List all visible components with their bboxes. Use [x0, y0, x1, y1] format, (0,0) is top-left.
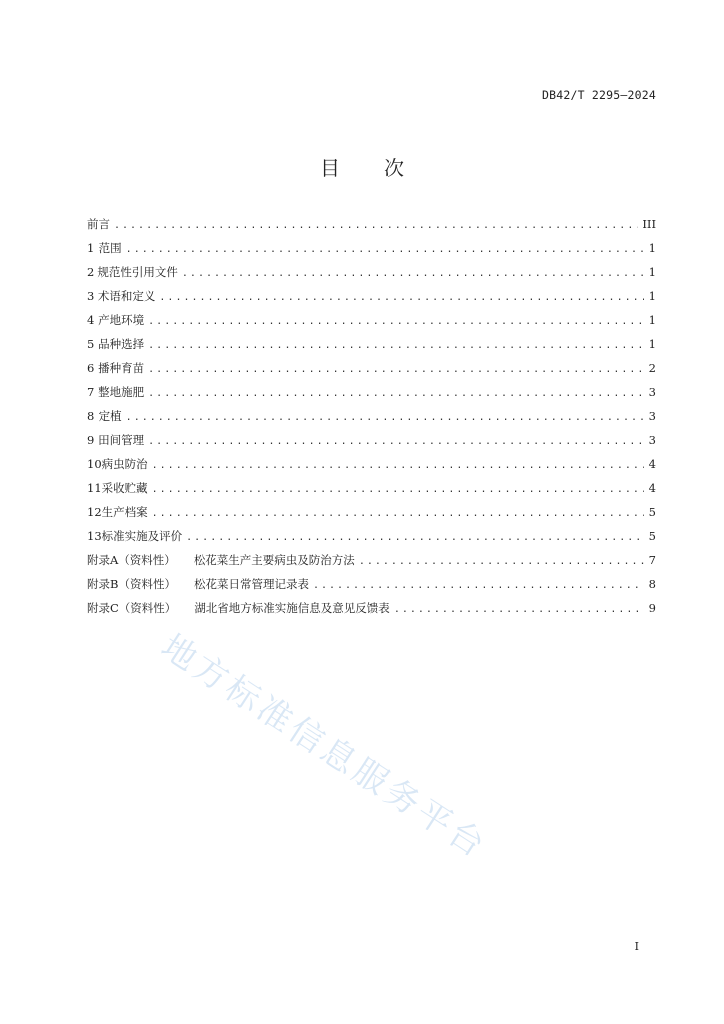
toc-dot-leader — [126, 244, 644, 255]
toc-entry-page: 5 — [648, 529, 656, 543]
toc-entry-number: 11 — [87, 481, 102, 495]
toc-entry-title: 病虫防治 — [101, 457, 148, 471]
toc-dot-leader — [313, 580, 644, 591]
toc-entry[interactable] — [87, 456, 656, 480]
toc-entry-page: 1 — [648, 313, 656, 327]
page-title — [0, 152, 724, 181]
toc-entry[interactable] — [87, 552, 656, 576]
toc-entry[interactable] — [87, 312, 656, 336]
toc-entry-page: III — [642, 217, 656, 231]
toc-entry-page: 3 — [648, 409, 656, 423]
toc-dot-leader — [148, 316, 644, 327]
toc-entry-page: 2 — [648, 361, 656, 375]
toc-entry-page: 1 — [648, 265, 656, 279]
toc-entry-number: 附录A（资料性） — [87, 553, 176, 567]
toc-entry-page: 7 — [648, 553, 656, 567]
toc-entry[interactable] — [87, 432, 656, 456]
toc-entry[interactable] — [87, 360, 656, 384]
toc-entry-title: 前言 — [87, 217, 110, 231]
toc-entry-page: 4 — [648, 457, 656, 471]
toc-entry[interactable] — [87, 600, 656, 624]
toc-entry-title: 采收贮藏 — [101, 481, 148, 495]
toc-entry-title: 生产档案 — [101, 505, 148, 519]
toc-entry-number: 9 — [87, 433, 95, 447]
toc-entry-page: 8 — [648, 577, 656, 591]
toc-entry-number: 7 — [87, 385, 95, 399]
toc-entry-title: 定植 — [98, 409, 122, 423]
toc-entry-page: 1 — [648, 241, 656, 255]
table-of-contents — [87, 216, 656, 624]
toc-entry-page: 4 — [648, 481, 656, 495]
toc-entry-number: 4 — [87, 313, 95, 327]
toc-entry-title: 松花菜日常管理记录表 — [193, 577, 309, 591]
toc-entry[interactable] — [87, 576, 656, 600]
toc-entry[interactable] — [87, 240, 656, 264]
toc-entry[interactable] — [87, 504, 656, 528]
toc-entry-title: 田间管理 — [98, 433, 145, 447]
toc-dot-leader — [186, 532, 644, 543]
toc-entry-title: 播种育苗 — [98, 361, 145, 375]
toc-entry-page: 1 — [648, 337, 656, 351]
toc-entry-title: 规范性引用文件 — [97, 265, 178, 279]
toc-dot-leader — [182, 268, 644, 279]
toc-dot-leader — [152, 484, 644, 495]
toc-dot-leader — [359, 556, 644, 567]
toc-dot-leader — [159, 292, 644, 303]
toc-dot-leader — [114, 220, 638, 231]
toc-entry[interactable] — [87, 216, 656, 240]
toc-entry[interactable] — [87, 336, 656, 360]
toc-entry-page: 1 — [648, 289, 656, 303]
title-char-1: 目 — [320, 156, 340, 180]
toc-entry-title: 范围 — [98, 241, 122, 255]
toc-entry[interactable] — [87, 264, 656, 288]
toc-entry-number: 附录C（资料性） — [87, 601, 177, 615]
toc-entry-page: 3 — [648, 385, 656, 399]
toc-entry-number: 3 — [87, 289, 95, 303]
toc-dot-leader — [148, 436, 644, 447]
toc-entry-number: 2 — [87, 265, 95, 279]
toc-dot-leader — [152, 460, 644, 471]
toc-entry[interactable] — [87, 528, 656, 552]
toc-dot-leader — [394, 604, 644, 615]
toc-dot-leader — [148, 388, 644, 399]
toc-entry-number: 8 — [87, 409, 95, 423]
title-char-2: 次 — [384, 156, 404, 180]
toc-entry-number: 附录B（资料性） — [87, 577, 176, 591]
toc-entry-number: 5 — [87, 337, 95, 351]
toc-entry-title: 松花菜生产主要病虫及防治方法 — [193, 553, 355, 567]
toc-entry[interactable] — [87, 408, 656, 432]
footer-page-number: I — [634, 940, 639, 953]
toc-entry[interactable] — [87, 384, 656, 408]
watermark: 地方标准信息服务平台 — [153, 626, 495, 868]
document-code: DB42/T 2295—2024 — [542, 88, 656, 102]
toc-entry-number: 13 — [87, 529, 102, 543]
toc-dot-leader — [126, 412, 644, 423]
toc-entry-page: 5 — [648, 505, 656, 519]
toc-dot-leader — [148, 340, 644, 351]
toc-entry-number: 1 — [87, 241, 95, 255]
toc-entry-title: 品种选择 — [98, 337, 145, 351]
toc-dot-leader — [148, 364, 644, 375]
toc-entry[interactable] — [87, 480, 656, 504]
toc-entry-title: 标准实施及评价 — [101, 529, 183, 543]
toc-entry-page: 9 — [648, 601, 656, 615]
toc-entry-page: 3 — [648, 433, 656, 447]
toc-entry-number: 10 — [87, 457, 102, 471]
toc-entry-title: 整地施肥 — [98, 385, 145, 399]
toc-entry[interactable] — [87, 288, 656, 312]
toc-entry-title: 产地环境 — [98, 313, 145, 327]
toc-dot-leader — [152, 508, 644, 519]
toc-entry-number: 6 — [87, 361, 95, 375]
toc-entry-title: 术语和定义 — [97, 289, 156, 303]
toc-entry-title: 湖北省地方标准实施信息及意见反馈表 — [194, 601, 390, 615]
toc-entry-number: 12 — [87, 505, 102, 519]
